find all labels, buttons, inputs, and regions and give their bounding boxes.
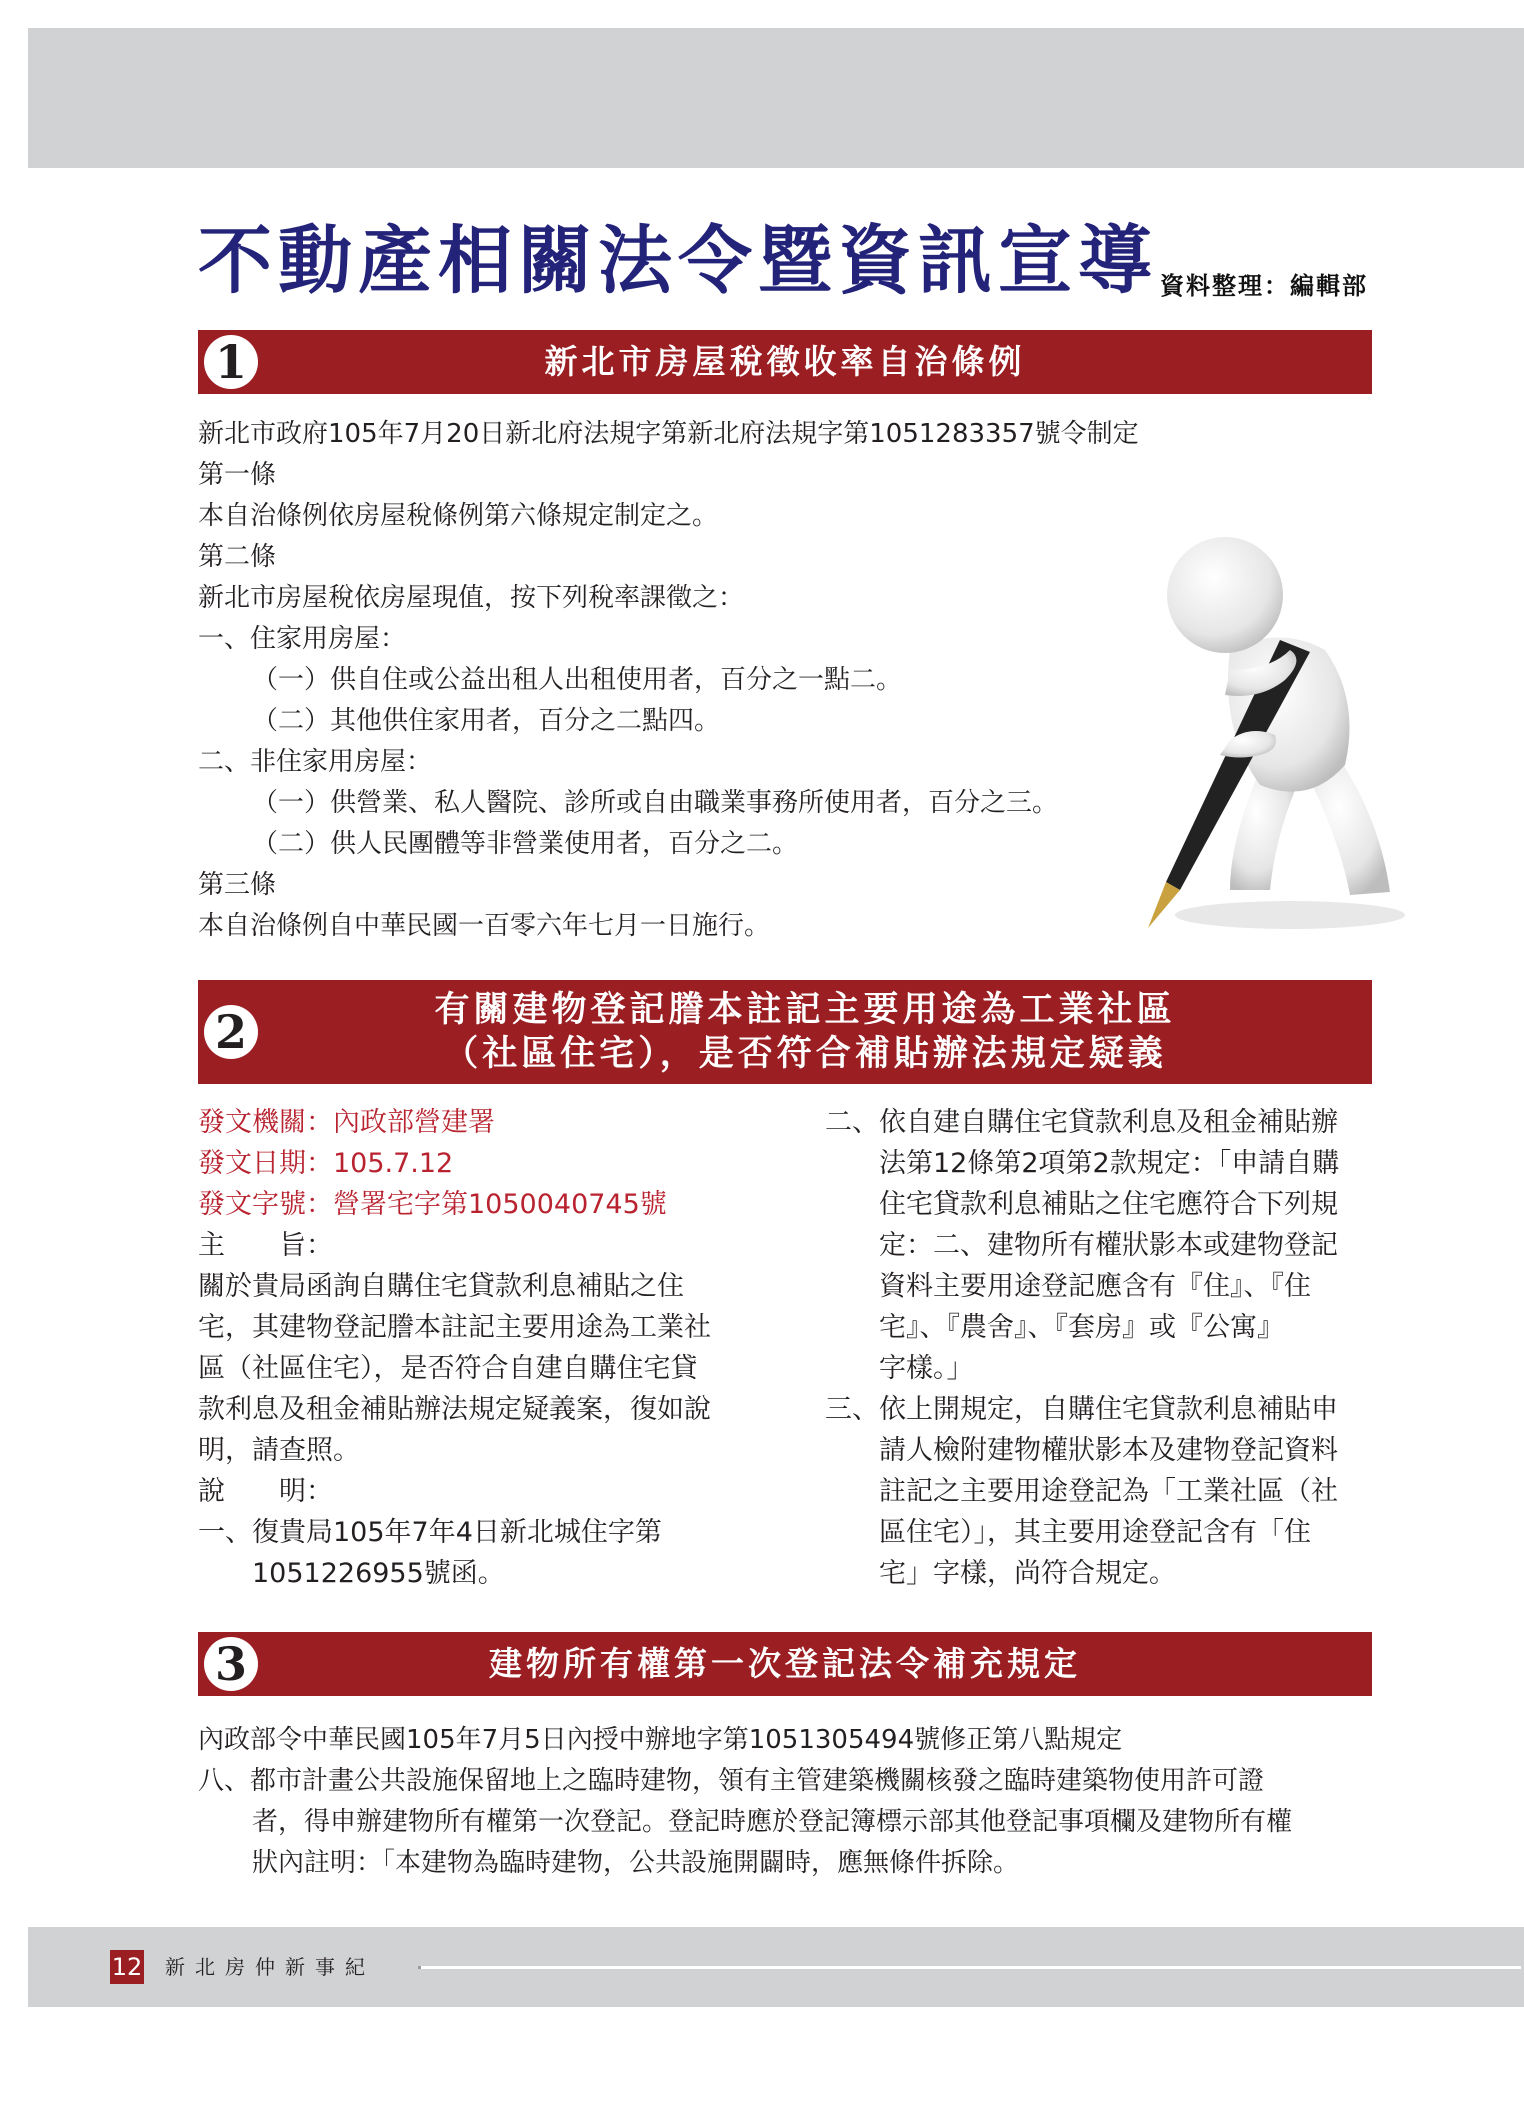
header-band bbox=[28, 28, 1524, 168]
s2-left-5: 明，請查照。 bbox=[198, 1435, 360, 1466]
s1-line-8: 二、非住家用房屋： bbox=[198, 747, 433, 777]
footer-divider bbox=[418, 1966, 1521, 1969]
s1-line-7: （二）其他供住家用者，百分之二點四。 bbox=[252, 706, 721, 736]
s3-line-3: 狀內註明：「本建物為臨時建物，公共設施開闢時，應無條件拆除。 bbox=[252, 1848, 1020, 1878]
s2-left-8: 1051226955號函。 bbox=[252, 1558, 505, 1589]
section-number-1: 1 bbox=[204, 335, 258, 389]
section-1-header bbox=[198, 330, 1372, 394]
s3-line-2: 者，得申辦建物所有權第一次登記。登記時應於登記簿標示部其他登記事項欄及建物所有權 bbox=[252, 1807, 1293, 1837]
s2-right-10: 區住宅）」，其主要用途登記含有「住 bbox=[879, 1517, 1311, 1548]
s2-left-6: 說 明： bbox=[198, 1476, 333, 1507]
s1-line-0: 新北市政府105年7月20日新北府法規字第新北府法規字第1051283357號令制定 bbox=[198, 419, 1139, 449]
section-3-title: 建物所有權第一次登記法令補充規定 bbox=[489, 1644, 1081, 1683]
s2-right-6: 字樣。」 bbox=[879, 1353, 974, 1384]
s2-meta-0: 發文機關：內政部營建署 bbox=[198, 1107, 495, 1138]
section-1-body bbox=[198, 414, 1139, 947]
publication-name: 新北房仲新事紀 bbox=[165, 1955, 375, 1979]
s1-line-9: （一）供營業、私人醫院、診所或自由職業事務所使用者，百分之三。 bbox=[252, 788, 1059, 818]
page-number: 12 bbox=[110, 1950, 144, 1984]
compiled-by: 資料整理：編輯部 bbox=[1160, 272, 1368, 300]
s3-line-0: 內政部令中華民國105年7月5日內授中辦地字第1051305494號修正第八點規定 bbox=[198, 1725, 1123, 1755]
s1-line-10: （二）供人民團體等非營業使用者，百分之二。 bbox=[252, 829, 799, 859]
s1-line-4: 新北市房屋稅依房屋現值，按下列稅率課徵之： bbox=[198, 583, 745, 613]
s2-right-5: 宅』、『農舍』、『套房』或『公寓』 bbox=[879, 1312, 1284, 1343]
s2-right-2: 住宅貸款利息補貼之住宅應符合下列規 bbox=[879, 1189, 1338, 1220]
s2-right-11: 宅」字樣，尚符合規定。 bbox=[879, 1558, 1176, 1589]
s2-left-2: 宅，其建物登記謄本註記主要用途為工業社 bbox=[198, 1312, 711, 1343]
s2-meta-2: 發文字號：營署宅字第1050040745號 bbox=[198, 1189, 667, 1220]
s2-right-7: 三、依上開規定，自購住宅貸款利息補貼申 bbox=[825, 1394, 1338, 1425]
section-number-2: 2 bbox=[204, 1005, 258, 1059]
s1-line-6: （一）供自住或公益出租人出租使用者，百分之一點二。 bbox=[252, 665, 903, 695]
s1-line-1: 第一條 bbox=[198, 460, 277, 490]
section-3-header bbox=[198, 1632, 1372, 1696]
s1-line-11: 第三條 bbox=[198, 870, 277, 900]
s1-line-5: 一、住家用房屋： bbox=[198, 624, 407, 654]
s2-left-4: 款利息及租金補貼辦法規定疑義案，復如說 bbox=[198, 1394, 711, 1425]
s2-right-4: 資料主要用途登記應含有『住』、『住 bbox=[879, 1271, 1311, 1302]
s1-line-3: 第二條 bbox=[198, 542, 277, 572]
s2-right-9: 註記之主要用途登記為「工業社區（社 bbox=[879, 1476, 1338, 1507]
section-1-title: 新北市房屋稅徵收率自治條例 bbox=[544, 342, 1026, 381]
s2-right-1: 法第12條第2項第2款規定：「申請自購 bbox=[879, 1148, 1340, 1179]
section-2-title-line-2: （社區住宅），是否符合補貼辦法規定疑義 bbox=[443, 1034, 1167, 1074]
s2-right-8: 請人檢附建物權狀影本及建物登記資料 bbox=[879, 1435, 1338, 1466]
section-2-left-column bbox=[198, 1225, 711, 1594]
section-3-body bbox=[198, 1720, 1292, 1884]
section-2-header bbox=[198, 980, 1372, 1084]
section-number-3: 3 bbox=[204, 1637, 258, 1691]
section-2-right-column bbox=[825, 1102, 1339, 1594]
s2-left-1: 關於貴局函詢自購住宅貸款利息補貼之住 bbox=[198, 1271, 684, 1302]
s1-line-2: 本自治條例依房屋稅條例第六條規定制定之。 bbox=[198, 501, 719, 531]
s2-meta-1: 發文日期：105.7.12 bbox=[198, 1148, 454, 1179]
section-2-title-line-1: 有關建物登記謄本註記主要用途為工業社區 bbox=[434, 990, 1176, 1030]
s3-line-1: 八、都市計畫公共設施保留地上之臨時建物，領有主管建築機關核發之臨時建築物使用許可證 bbox=[198, 1766, 1265, 1796]
section-2-meta bbox=[198, 1102, 667, 1225]
s2-left-7: 一、復貴局105年7年4日新北城住字第 bbox=[198, 1517, 662, 1548]
s2-left-3: 區（社區住宅），是否符合自建自購住宅貸 bbox=[198, 1353, 698, 1384]
figure-with-pen-illustration bbox=[1110, 520, 1410, 940]
page-title: 不動產相關法令暨資訊宣導 bbox=[198, 218, 1158, 304]
s2-left-0: 主 旨： bbox=[198, 1230, 333, 1261]
s2-right-0: 二、依自建自購住宅貸款利息及租金補貼辦 bbox=[825, 1107, 1338, 1138]
s1-line-12: 本自治條例自中華民國一百零六年七月一日施行。 bbox=[198, 911, 771, 941]
s2-right-3: 定：二、建物所有權狀影本或建物登記 bbox=[879, 1230, 1338, 1261]
